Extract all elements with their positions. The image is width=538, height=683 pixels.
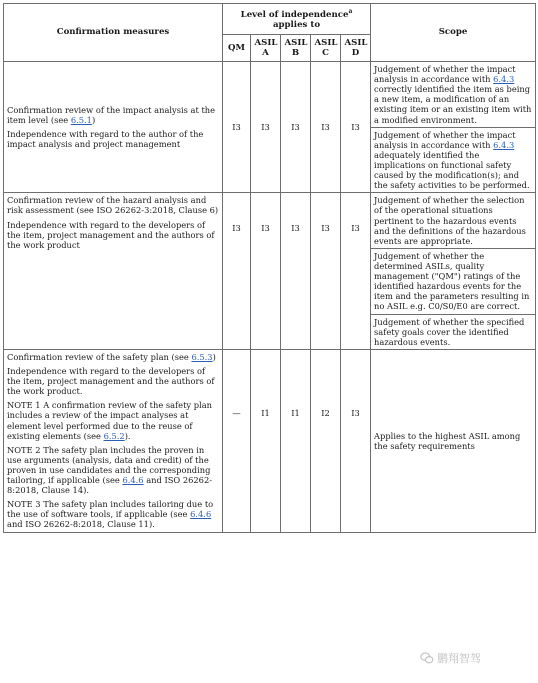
value-asil-b: I1 — [281, 349, 311, 532]
value-asil-d: I3 — [341, 349, 371, 532]
independence-text: Independence with regard to the developers of the item, project management and the authors of the work product. — [7, 365, 215, 397]
header-qm: QM — [223, 35, 251, 62]
table-row — [4, 349, 536, 532]
watermark-text: 鹏翔智驾 — [437, 652, 481, 665]
measure-text: Confirmation review of the impact analysis at the item level (see 6.5.1) — [7, 104, 216, 126]
note-1: NOTE 1 A confirmation review of the safety plan includes a review of the impact analyses at element level performed due to the reuse of existing elements (see 6.5.2). — [7, 400, 212, 441]
scope-item: Applies to the highest ASIL among the safety requirements — [374, 430, 521, 451]
clause-link[interactable]: 6.4.6 — [190, 509, 212, 520]
measure-text: Confirmation review of the hazard analysis and risk assessment (see ISO 26262-3:2018, Clause 6) — [7, 195, 219, 216]
value-asil-c: I3 — [311, 62, 341, 193]
scope-cell — [371, 62, 536, 193]
note-3: NOTE 3 The safety plan includes tailoring due to the use of software tools, if applicable (see 6.4.6 and ISO 26262-8:2018, Clause 11). — [7, 499, 214, 530]
scope-item: Judgement of whether the impact analysis in accordance with 6.4.3 adequately identified the implications on functional safety caused by the modification(s); and the safety activities to be performed. — [371, 127, 535, 193]
value-asil-b: I3 — [281, 193, 311, 350]
scope-item: Judgement of whether the determined ASILs, quality management ("QM") ratings of the identified hazardous events for the item and the parameters resulting in no ASIL e.g. C0/S0/E0 are correct. — [371, 248, 535, 314]
clause-link[interactable]: 6.5.3 — [191, 351, 213, 362]
confirmation-measures-table — [3, 3, 536, 533]
scope-cell — [371, 349, 536, 532]
header-asil-b: ASIL B — [281, 35, 311, 62]
scope-item: Judgement of whether the specified safety goals cover the identified hazardous events. — [371, 314, 535, 349]
value-asil-d: I3 — [341, 62, 371, 193]
clause-link[interactable]: 6.4.6 — [122, 475, 144, 486]
note-2: NOTE 2 The safety plan includes the proven in use arguments (analysis, data and credit) of the proven in use candidates and the corresponding tailoring, if applicable (see 6.4.6 and ISO 26262-8:2018, Clause 14). — [7, 444, 213, 496]
value-qm: I3 — [223, 193, 251, 350]
table-row — [4, 193, 536, 350]
value-asil-c: I3 — [311, 193, 341, 350]
value-asil-d: I3 — [341, 193, 371, 350]
value-asil-a: I3 — [251, 193, 281, 350]
independence-text: Independence with regard to the author of the impact analysis and project management — [7, 129, 204, 150]
measure-cell — [4, 349, 223, 532]
clause-link[interactable]: 6.4.3 — [493, 139, 515, 150]
independence-text: Independence with regard to the developers of the item, project management and the authors of the work product — [7, 219, 215, 250]
measure-cell — [4, 193, 223, 350]
measure-cell — [4, 62, 223, 193]
scope-item: Judgement of whether the impact analysis in accordance with 6.4.3 correctly identified the item as being a new item, a modification of an existing item or an existing item with a modified environment. — [374, 64, 532, 125]
clause-link[interactable]: 6.5.2 — [103, 430, 125, 441]
measure-text: Confirmation review of the safety plan (see 6.5.3) — [7, 351, 216, 362]
value-qm: — — [223, 349, 251, 532]
header-asil-c: ASIL C — [311, 35, 341, 62]
value-asil-c: I2 — [311, 349, 341, 532]
table-row — [4, 62, 536, 193]
value-asil-a: I3 — [251, 62, 281, 193]
value-asil-a: I1 — [251, 349, 281, 532]
scope-cell — [371, 193, 536, 350]
header-asil-d: ASIL D — [341, 35, 371, 62]
wechat-icon — [420, 651, 434, 665]
header-row — [4, 4, 536, 35]
clause-link[interactable]: 6.5.1 — [70, 115, 92, 126]
header-asil-a: ASIL A — [251, 35, 281, 62]
value-qm: I3 — [223, 62, 251, 193]
header-scope: Scope — [371, 4, 536, 62]
scope-item: Judgement of whether the selection of the operational situations pertinent to the hazardous events and the definitions of the hazardous events are appropriate. — [374, 195, 526, 246]
clause-link[interactable]: 6.4.3 — [493, 74, 515, 85]
header-confirmation-measures: Confirmation measures — [4, 4, 223, 62]
value-asil-b: I3 — [281, 62, 311, 193]
header-level-of-independence: Level of independence$^a$ applies to — [223, 4, 371, 35]
watermark — [420, 650, 481, 666]
